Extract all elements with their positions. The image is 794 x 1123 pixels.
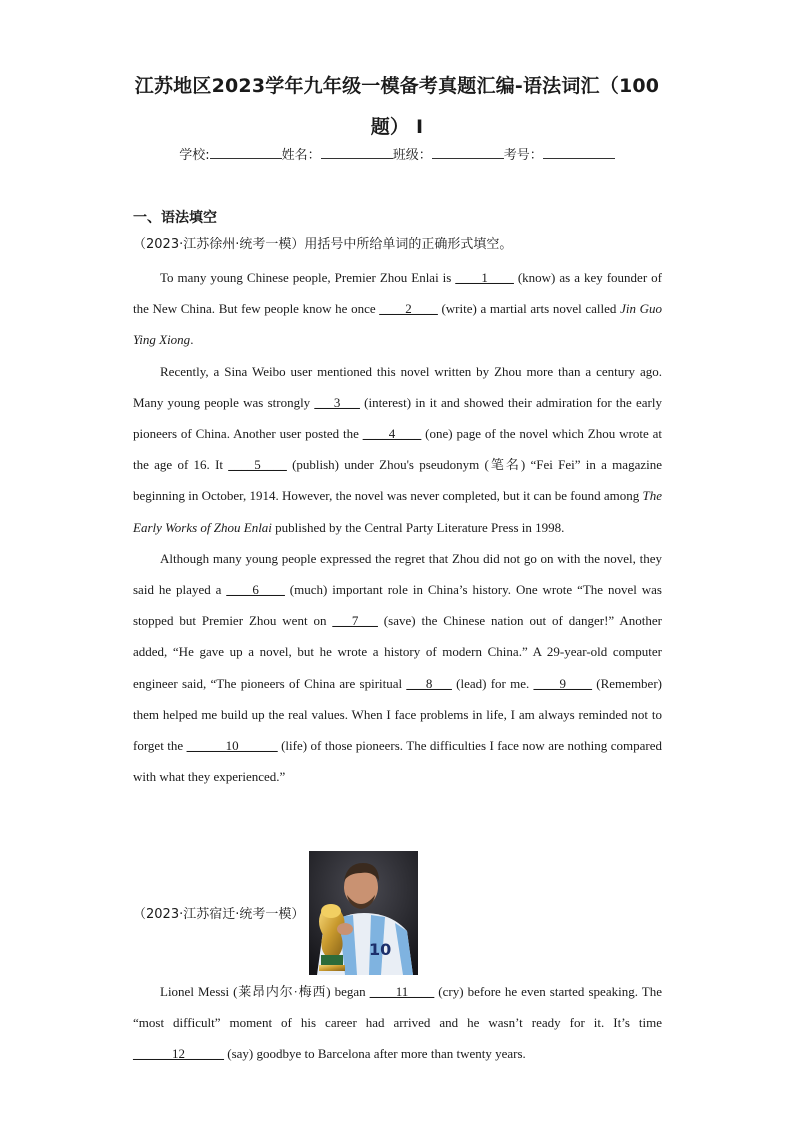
school-field[interactable] bbox=[210, 145, 282, 159]
text-run: (publish) under Zhou's pseudonym (笔名) “Fei Fei” in a magazine beginning in October, 1914. However, the novel was never completed, but it can be found among bbox=[133, 457, 662, 504]
text-run: (say) goodbye to Barcelona after more than twenty years. bbox=[224, 1046, 526, 1062]
source-note-1: （2023·江苏徐州·统考一模）用括号中所给单词的正确形式填空。 bbox=[133, 237, 513, 252]
name-label: 姓名： bbox=[281, 148, 321, 163]
text-run: (know) as a key founder of the New China. But few people know he once bbox=[133, 270, 662, 317]
blank-12[interactable]: ______12______ bbox=[133, 1046, 224, 1062]
blank-5[interactable]: ____5____ bbox=[228, 457, 287, 473]
passage-1 bbox=[133, 262, 662, 792]
blank-10[interactable]: ______10______ bbox=[186, 738, 278, 754]
title-line-2: 题） I bbox=[370, 116, 424, 138]
book-title: The Early Works of Zhou Enlai bbox=[133, 488, 662, 535]
section-heading: 一、语法填空 bbox=[133, 210, 217, 226]
text-run: Recently, a Sina Weibo user mentioned this novel written by Zhou more than a century ago. Many young people was strongly bbox=[133, 363, 662, 410]
text-run: (Remember) them helped me build up the real values. When I face problems in life, I am always reminded not to forget the bbox=[133, 675, 662, 754]
paragraph-1 bbox=[133, 262, 662, 356]
name-field[interactable] bbox=[321, 145, 393, 159]
novel-title: Jin Guo Ying Xiong bbox=[133, 301, 662, 348]
blank-6[interactable]: ____6____ bbox=[226, 582, 285, 598]
blank-8[interactable]: ___8___ bbox=[406, 675, 452, 691]
school-label: 学校: bbox=[179, 148, 210, 163]
paragraph-3 bbox=[133, 543, 662, 793]
text-run: (interest) in it and showed their admiration for the early pioneers of China. Another user posted the bbox=[133, 394, 662, 442]
text-run: (write) a martial arts novel called bbox=[437, 301, 621, 317]
football-player-trophy-photo bbox=[309, 851, 418, 975]
text-run: (one) page of the novel which Zhou wrote at the age of 16. It bbox=[133, 426, 662, 473]
jersey-number: 10 bbox=[369, 940, 392, 959]
number-label: 考号： bbox=[503, 148, 543, 163]
paragraph-4 bbox=[133, 976, 662, 1070]
blank-1[interactable]: ____1____ bbox=[455, 270, 514, 285]
text-run: Although many young people expressed the regret that Zhou did not go on with the novel, they said he played a bbox=[133, 550, 662, 598]
blank-7[interactable]: ___7___ bbox=[332, 613, 378, 629]
text-run: (lead) for me. bbox=[451, 675, 534, 691]
blank-3[interactable]: ___3___ bbox=[314, 394, 360, 410]
number-field[interactable] bbox=[543, 145, 615, 159]
blank-2[interactable]: ____2____ bbox=[379, 301, 438, 317]
text-run: To many young Chinese people, Premier Zhou Enlai is bbox=[160, 270, 456, 285]
source-note-2: （2023·江苏宿迁·统考一模） bbox=[133, 907, 305, 922]
blank-11[interactable]: ____11____ bbox=[369, 984, 435, 999]
title-line-1: 江苏地区2023学年九年级一模备考真题汇编-语法词汇（100 bbox=[134, 75, 660, 97]
text-run: (much) important role in China’s history. One wrote “The novel was stopped but Premier Zhou went on bbox=[133, 582, 662, 629]
text-run: . bbox=[190, 332, 194, 348]
blank-4[interactable]: ____4____ bbox=[362, 426, 422, 442]
text-run: published by the Central Party Literature Press in 1998. bbox=[271, 519, 565, 535]
page-title bbox=[100, 66, 694, 148]
text-run: (cry) before he even started speaking. The “most difficult” moment of his career had arrived and he wasn’t ready for it. It’s time bbox=[133, 984, 662, 1031]
text-run: (life) of those pioneers. The difficulties I face now are nothing compared with what they experienced.” bbox=[133, 738, 662, 785]
class-label: 班级： bbox=[392, 148, 432, 163]
class-field[interactable] bbox=[432, 145, 504, 159]
blank-9[interactable]: ____9____ bbox=[533, 675, 593, 691]
passage-2 bbox=[133, 976, 662, 1070]
student-info-row bbox=[0, 144, 794, 163]
text-run: (save) the Chinese nation out of danger!” Another added, “He gave up a novel, but he wrote a history of modern China.” A 29-year-old computer engineer said, “The pioneers of China are spiritual bbox=[133, 613, 662, 691]
photo-illustration bbox=[309, 851, 418, 975]
text-run: Lionel Messi (莱昂内尔·梅西) began bbox=[160, 984, 370, 999]
paragraph-2 bbox=[133, 356, 662, 543]
